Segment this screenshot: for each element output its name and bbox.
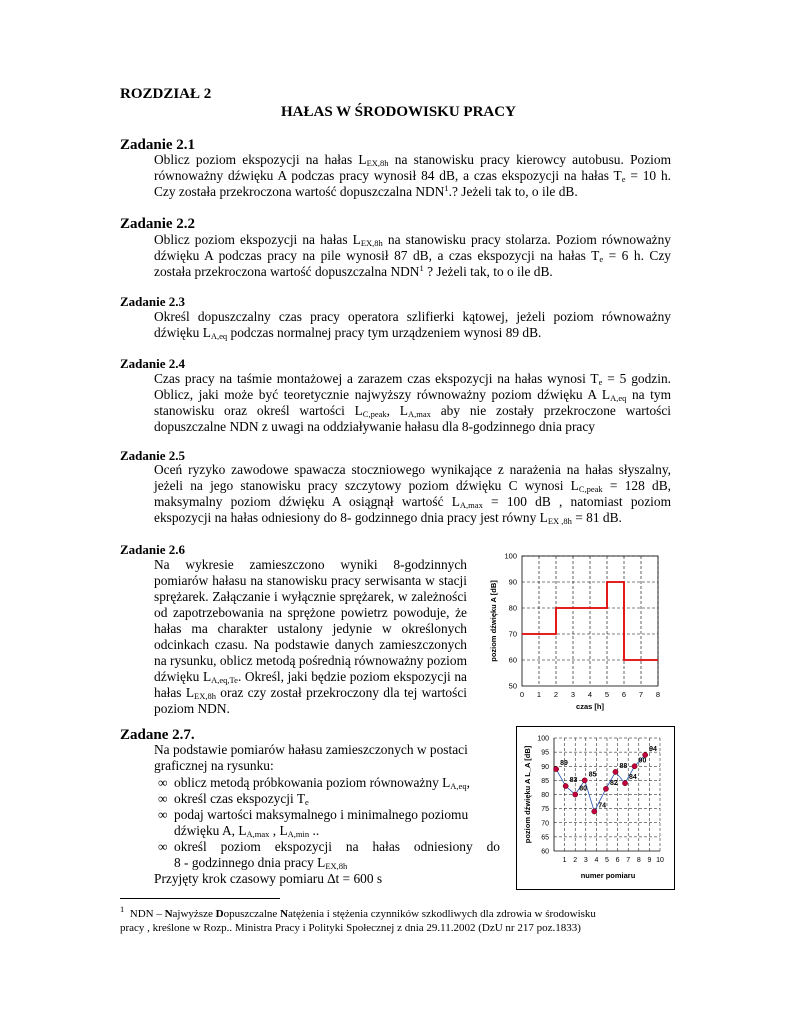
- chart1-xtick-label: 4: [587, 690, 593, 699]
- task-2-3-text: Określ dopuszczalny czas pracy operatora szlifierki kątowej, jeżeli poziom równoważny dźwięku $L_{A,eq}$ podczas normalnej pracy tym urządzeniem wynosi 89 dB.: [154, 309, 671, 341]
- chart2-xtick-label: 9: [647, 857, 652, 864]
- chart2-point: [643, 752, 648, 757]
- chart1-xtick-label: 6: [621, 690, 627, 699]
- task-2-6-text: Na wykresie zamieszczono wyniki 8-godzinnych pomiarów hałasu na stanowisku pracy serwisanta w stacji sprężarek. Załączanie i wyłącznie sprężarek, w zależności od zapotrzebowania na sprężone powietrz powoduje, że hałas ma charakter ustalony jedynie w określonych odcinkach czasu. Na podstawie danych zamieszczonych na rysunku, oblicz metodą pośrednią równoważny poziom dźwięku $L_{A,eq,Te}$. Określ, jaki będzie poziom ekspozycji na hałas $L_{EX,8h}$ oraz czy został przekroczony dla tej wartości poziom NDN.: [154, 557, 467, 716]
- task-2-1-heading: Zadanie 2.1: [120, 137, 196, 153]
- chart2-point: [592, 809, 597, 814]
- chart2-ytick-label: 95: [541, 749, 549, 757]
- chart2-point-label: 80: [579, 785, 587, 793]
- chart2-ytick-label: 70: [541, 820, 549, 828]
- chart2-xtick-label: 4: [594, 857, 599, 864]
- chart2-point: [603, 786, 608, 791]
- chart1-ytick-label: 60: [508, 655, 517, 665]
- chart1-ytick-label: 50: [508, 681, 517, 691]
- footnote: $^1$ NDN – Najwyższe Dopuszczalne Natężenia i stężenia czynników szkodliwych dla zdrowia w środowisku pracy , kreślone w Rozp.. Ministra Pracy i Polityki Społecznej z dnia 29.11.2002 (DzU nr 217 poz.1833): [120, 904, 596, 934]
- chart1-xtick-label: 8: [655, 690, 661, 699]
- chart2-point-label: 94: [649, 745, 657, 753]
- chart1-ytick-label: 70: [508, 629, 517, 639]
- chart1-xtick-label: 7: [638, 690, 644, 699]
- task-2-5-heading: Zadanie 2.5: [120, 448, 186, 463]
- task-2-7-bullet-2: ∞ określ czas ekspozycji $T_e$: [158, 791, 309, 807]
- chart1-xlabel: czas [h]: [576, 702, 604, 711]
- chart2-xtick-label: 6: [615, 857, 620, 864]
- chart-noise-samples: [516, 726, 674, 889]
- chart2-ytick-label: 75: [541, 806, 549, 814]
- chart1-ytick-label: 90: [508, 577, 517, 587]
- chart1-ytick-label: 80: [508, 603, 517, 613]
- chart2-point: [632, 764, 637, 769]
- chart-noise-vs-time: [484, 546, 670, 716]
- chart1-xtick-label: 2: [553, 690, 559, 699]
- chart2-ytick-label: 80: [541, 792, 549, 799]
- task-2-6-heading: Zadanie 2.6: [120, 542, 186, 557]
- task-2-2-heading: Zadanie 2.2: [120, 216, 196, 232]
- task-2-2-text: Oblicz poziom ekspozycji na hałas $L_{EX,8h}$ na stanowisku pracy stolarza. Poziom równoważny dźwięku A podczas pracy na pile wynosił 87 dB, a czas ekspozycji na hałas $T_e = 6$ h. Czy została przekroczona wartość dopuszczalna NDN$^1$ ? Jeżeli tak, to o ile dB.: [154, 232, 671, 279]
- chart2-ylabel: poziom dźwięku A L_A [dB]: [523, 745, 532, 844]
- task-2-5-text: Oceń ryzyko zawodowe spawacza stoczniowego wynikające z narażenia na hałas słyszalny, jeżeli na jego stanowisku pracy szczytowy poziom dźwięku C wynosi $L_{C,peak} = 128$ dB, maksymalny poziom dźwięku A osiągnął wartość $L_{A,max} = 100$ dB , natomiast poziom ekspozycji na hałas odniesiony do 8- godzinnego dnia pracy jest równy $L_{EX ,8h} = 81$ dB.: [154, 462, 671, 526]
- task-2-3-heading: Zadanie 2.3: [120, 294, 186, 309]
- task-2-7-step: Przyjęty krok czasowy pomiaru ∆t = 600 s: [154, 871, 383, 886]
- chart2-ytick-label: 100: [537, 735, 549, 743]
- page-title: HAŁAS W ŚRODOWISKU PRACY: [281, 104, 516, 120]
- chart2-xtick-label: 8: [636, 857, 641, 864]
- chart2-ytick-label: 85: [541, 777, 549, 785]
- footnote-separator: [120, 898, 280, 899]
- chart1-xtick-label: 5: [604, 690, 610, 699]
- chart2-point-label: 90: [638, 757, 647, 765]
- chart2-xtick-label: 5: [605, 857, 609, 864]
- chart1-xtick-label: 3: [570, 690, 576, 699]
- chapter-title: ROZDZIAŁ 2: [120, 86, 212, 102]
- chart2-xtick-label: 2: [573, 857, 578, 864]
- chart2-point: [563, 783, 568, 788]
- chart2-point-label: 89: [560, 760, 568, 768]
- chart2-point-label: 74: [598, 802, 607, 810]
- chart2-xtick-label: 3: [583, 857, 588, 864]
- chart2-xtick-label: 10: [656, 857, 664, 864]
- task-2-7-text: Na podstawie pomiarów hałasu zamieszczonych w postaci graficznej na rysunku: ∞ oblicz metodą próbkowania poziom równoważny $L_{A,eq}$, ∞ określ czas ekspozycji $T_e$ ∞ podaj wartości maksymalnego i minimalnego poziomu dźwięku A, $L_{A,max}$ , $L_{A,min}$ .. ∞ określ poziom ekspozycji na hałas odniesiony do 8 - godzinnego dnia pracy $L_{EX,8h}$ Przyjęty krok czasowy pomiaru ∆t = 600 s: [154, 742, 500, 886]
- chart2-ytick-label: 65: [541, 834, 549, 842]
- chart2-point: [554, 766, 559, 771]
- task-2-7-bullet-1: ∞ oblicz metodą próbkowania poziom równoważny $L_{A,eq}$,: [158, 775, 470, 791]
- task-2-1-text: Oblicz poziom ekspozycji na hałas $L_{EX,8h}$ na stanowisku pracy kierowcy autobusu. Poziom równoważny dźwięku A podczas pracy wynosił 84 dB, a czas ekspozycji na hałas $T_e = 10$ h. Czy została przekroczona wartość dopuszczalna NDN$^1$.? Jeżeli tak to, o ile dB.: [154, 152, 671, 199]
- chart2-point-label: 84: [629, 774, 637, 782]
- chart2-point-label: 82: [609, 779, 618, 787]
- chart2-xtick-label: 7: [626, 857, 631, 864]
- chart2-point: [573, 792, 578, 797]
- chart2-ytick-label: 60: [541, 848, 549, 856]
- task-2-4-heading: Zadanie 2.4: [120, 356, 186, 371]
- chart1-ytick-label: 100: [504, 551, 517, 561]
- chart1-xtick-label: 1: [536, 690, 542, 699]
- chart2-ytick-label: 90: [541, 763, 549, 771]
- chart1-ylabel: poziom dźwięku A [dB]: [489, 580, 498, 662]
- chart2-xtick-label: 1: [562, 857, 567, 864]
- chart2-point: [582, 778, 587, 783]
- chart2-point: [613, 769, 618, 774]
- chart1-xtick-label: 0: [519, 690, 525, 699]
- task-2-4-text: Czas pracy na taśmie montażowej a zarazem czas ekspozycji na hałas wynosi $T_e = 5$ godzin. Oblicz, jaki może być teoretycznie najwyższy równoważny poziom dźwięku A $L_{A,eq}$ na tym stanowisku oraz określ wartości $L_{C,peak}$, $L_{A,max}$ aby nie zostały przekroczone wartości dopuszczalne NDN z uwagi na oddziaływanie hałasu dla 8-godzinnego dnia pracy: [154, 371, 672, 434]
- task-2-7-bullet-4: ∞ określ poziom ekspozycji na hałas odniesiony do 8 - godzinnego dnia pracy $L_{EX,8h}$: [158, 839, 500, 871]
- chart2-point-label: 85: [588, 771, 597, 779]
- chart2-xlabel: numer pomiaru: [580, 871, 636, 880]
- chart2-point: [622, 781, 627, 786]
- chart2-point-label: 83: [569, 777, 578, 785]
- chart2-point-label: 88: [619, 762, 628, 770]
- task-2-7-heading: Zadane 2.7.: [120, 727, 195, 743]
- task-2-7-bullet-3: ∞ podaj wartości maksymalnego i minimalnego poziomu dźwięku A, $L_{A,max}$ , $L_{A,min}$ ..: [158, 807, 469, 839]
